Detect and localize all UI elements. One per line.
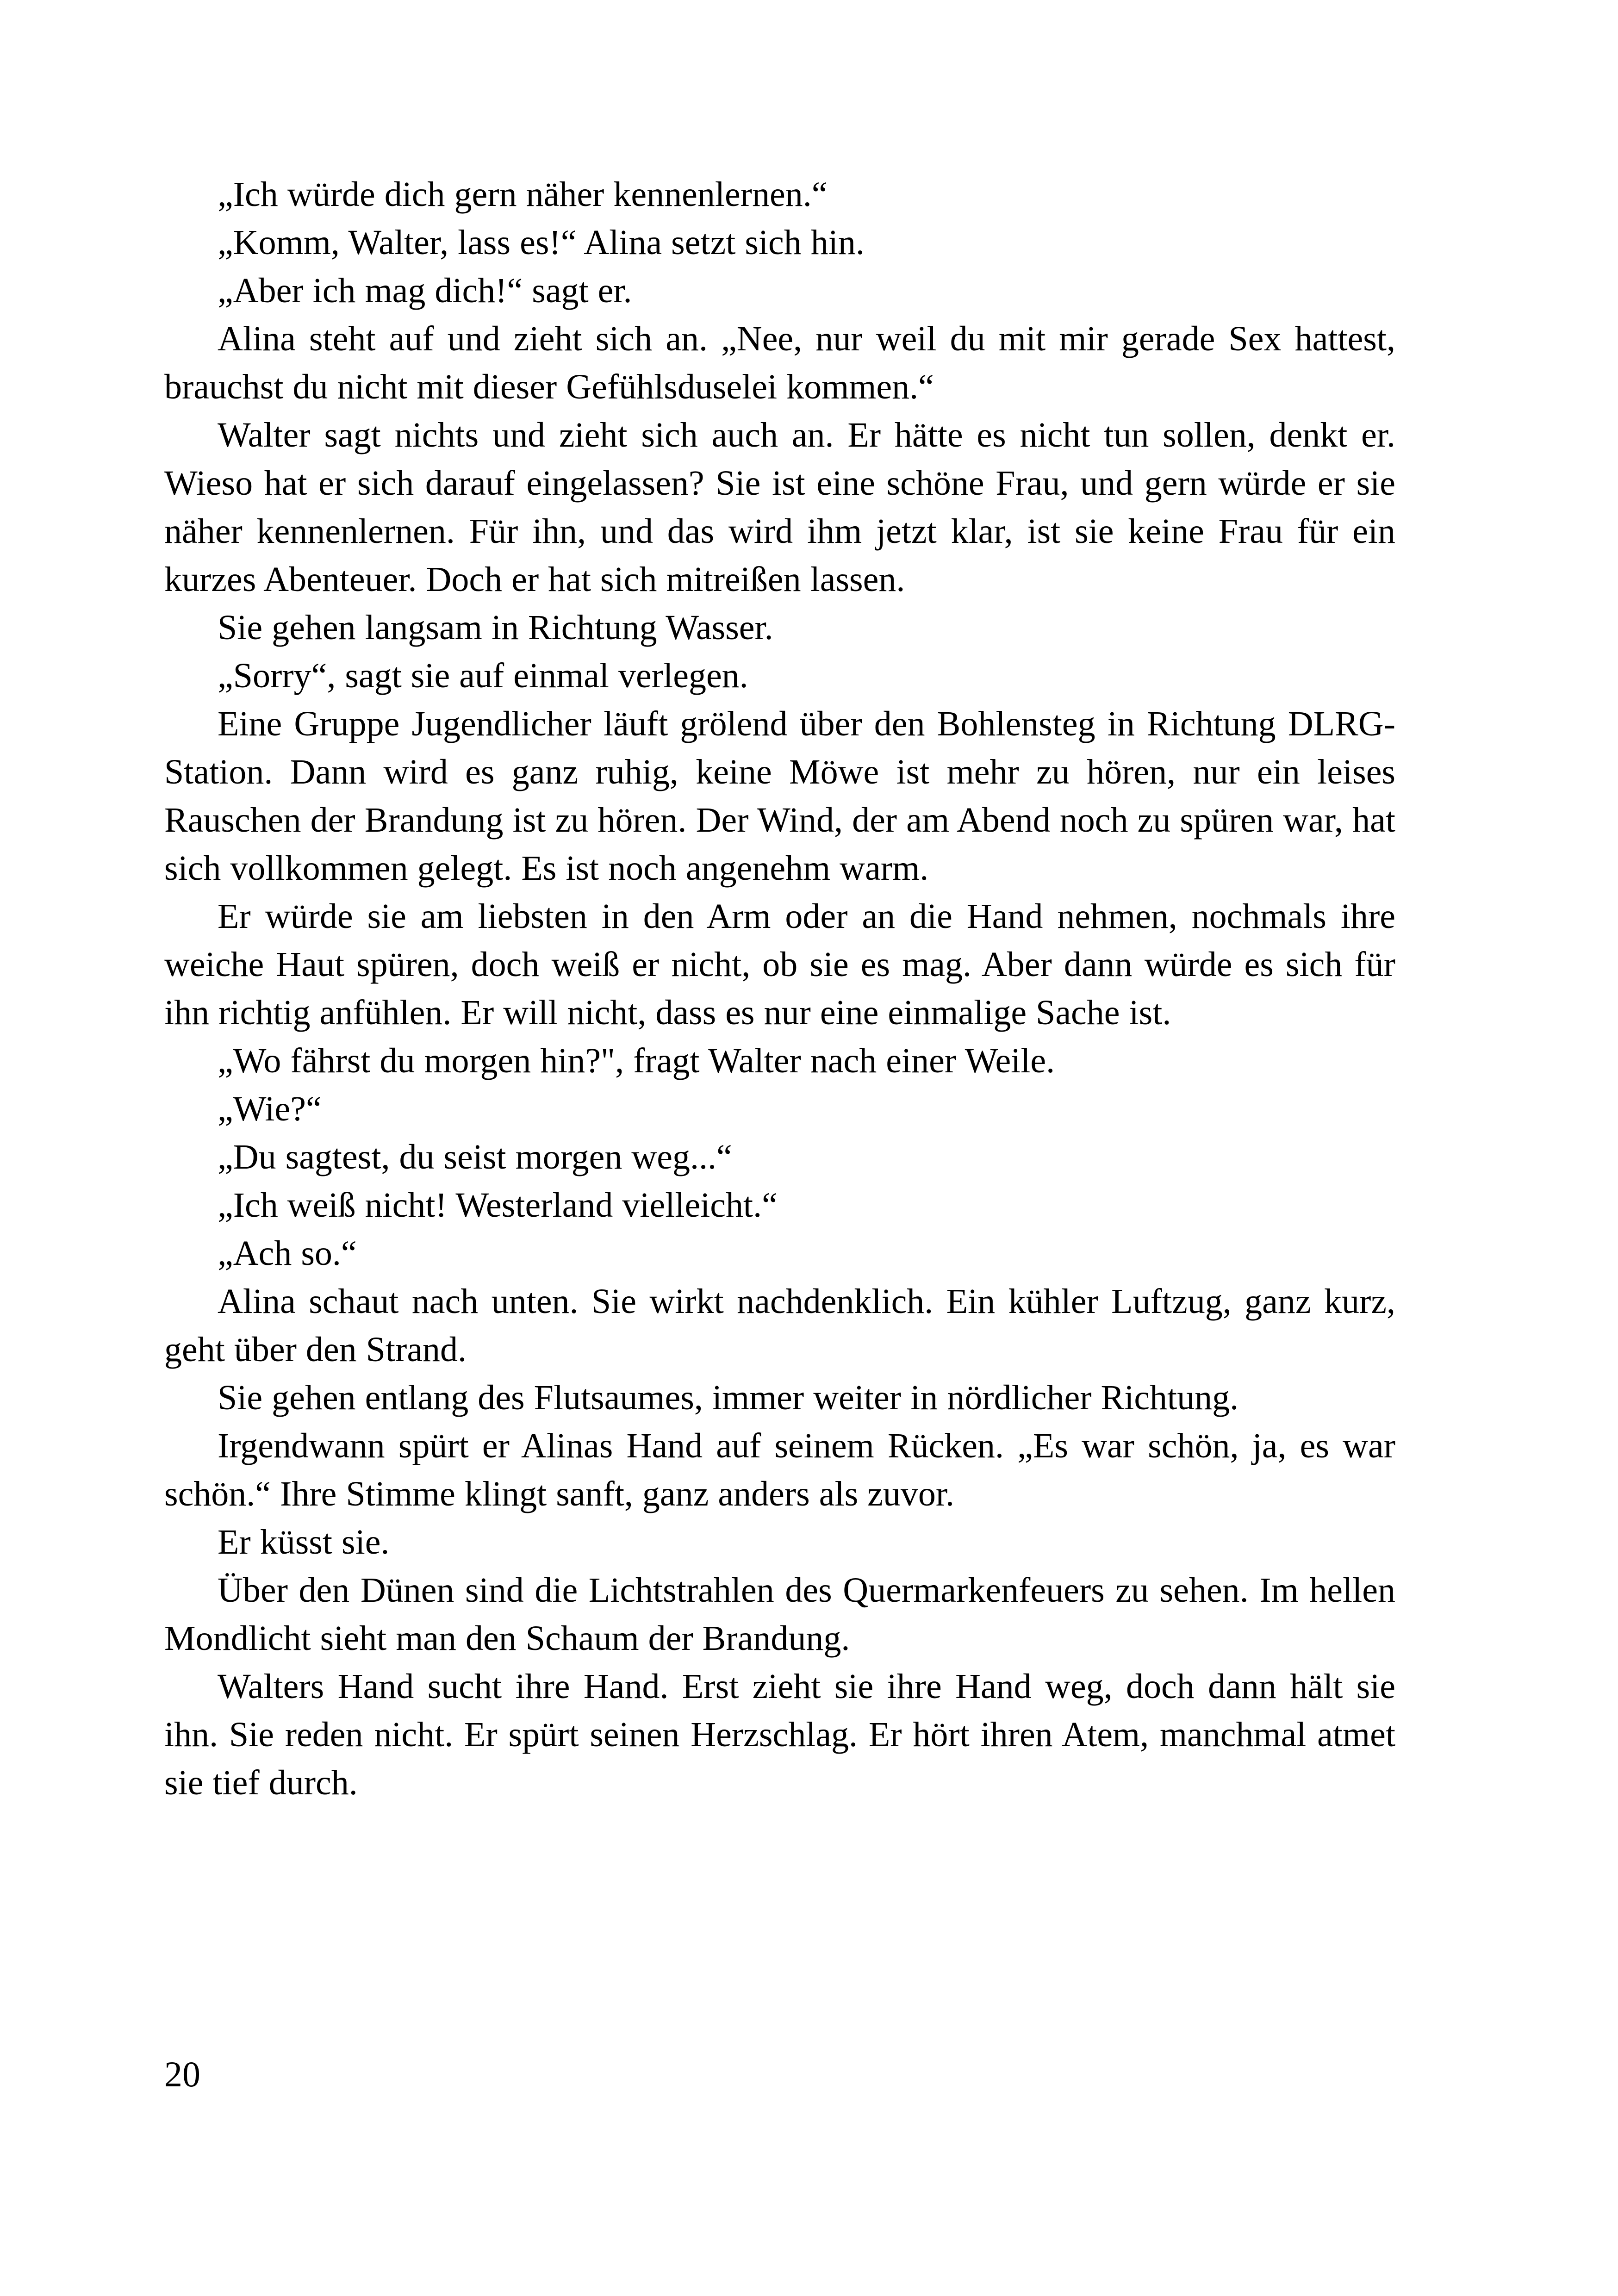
paragraph: „Ich weiß nicht! Westerland vielleicht.“ bbox=[218, 1186, 778, 1225]
paragraph: Walter sagt nichts und zieht sich auch an. Er hätte es nicht tun sollen, denkt er. Wieso hat er sich darauf eingelassen? Sie ist eine schöne Frau, und gern würde er sie näher kennenlernen. Für ihn, und das wird ihm jetzt klar, ist sie keine Frau für ein kurzes Abenteuer. Doch er hat sich mitreißen lassen. bbox=[164, 416, 1395, 599]
paragraph: Walters Hand sucht ihre Hand. Erst zieht sie ihre Hand weg, doch dann hält sie ihn. Sie reden nicht. Er spürt seinen Herzschlag. Er hört ihren Atem, manchmal atmet sie tief durch. bbox=[164, 1667, 1395, 1802]
paragraph: „Ach so.“ bbox=[218, 1234, 357, 1273]
paragraph: Eine Gruppe Jugendlicher läuft grölend über den Bohlensteg in Richtung DLRG-Station. Dann wird es ganz ruhig, keine Möwe ist mehr zu hören, nur ein leises Rauschen der Brandung ist zu hören. Der Wind, der am Abend noch zu spüren war, hat sich vollkommen gelegt. Es ist noch angenehm warm. bbox=[164, 704, 1395, 888]
paragraph: „Wo fährst du morgen hin?", fragt Walter nach einer Weile. bbox=[218, 1041, 1055, 1080]
paragraph: „Ich würde dich gern näher kennenlernen.“ bbox=[218, 175, 828, 214]
paragraph: Er würde sie am liebsten in den Arm oder an die Hand nehmen, nochmals ihre weiche Haut spüren, doch weiß er nicht, ob sie es mag. Aber dann würde es sich für ihn richtig anfühlen. Er will nicht, dass es nur eine einmalige Sache ist. bbox=[164, 897, 1395, 1032]
paragraph: Sie gehen entlang des Flutsaumes, immer weiter in nördlicher Richtung. bbox=[218, 1378, 1239, 1417]
body-text bbox=[164, 170, 1395, 1807]
paragraph: „Komm, Walter, lass es!“ Alina setzt sich hin. bbox=[218, 223, 865, 262]
paragraph: Alina steht auf und zieht sich an. „Nee, nur weil du mit mir gerade Sex hattest, brauchst du nicht mit dieser Gefühlsduselei kommen.“ bbox=[164, 319, 1395, 406]
paragraph: Irgendwann spürt er Alinas Hand auf seinem Rücken. „Es war schön, ja, es war schön.“ Ihre Stimme klingt sanft, ganz anders als zuvor. bbox=[164, 1426, 1395, 1513]
paragraph: „Du sagtest, du seist morgen weg...“ bbox=[218, 1138, 732, 1176]
paragraph: Er küsst sie. bbox=[218, 1523, 390, 1562]
paragraph: Über den Dünen sind die Lichtstrahlen des Quermarkenfeuers zu sehen. Im hellen Mondlicht sieht man den Schaum der Brandung. bbox=[164, 1571, 1395, 1658]
paragraph: „Sorry“, sagt sie auf einmal verlegen. bbox=[218, 656, 748, 695]
paragraph: „Wie?“ bbox=[218, 1089, 322, 1128]
page-number: 20 bbox=[164, 2054, 200, 2094]
paragraph: Alina schaut nach unten. Sie wirkt nachdenklich. Ein kühler Luftzug, ganz kurz, geht über den Strand. bbox=[164, 1282, 1395, 1369]
paragraph: „Aber ich mag dich!“ sagt er. bbox=[218, 271, 632, 310]
paragraph: Sie gehen langsam in Richtung Wasser. bbox=[218, 608, 773, 647]
